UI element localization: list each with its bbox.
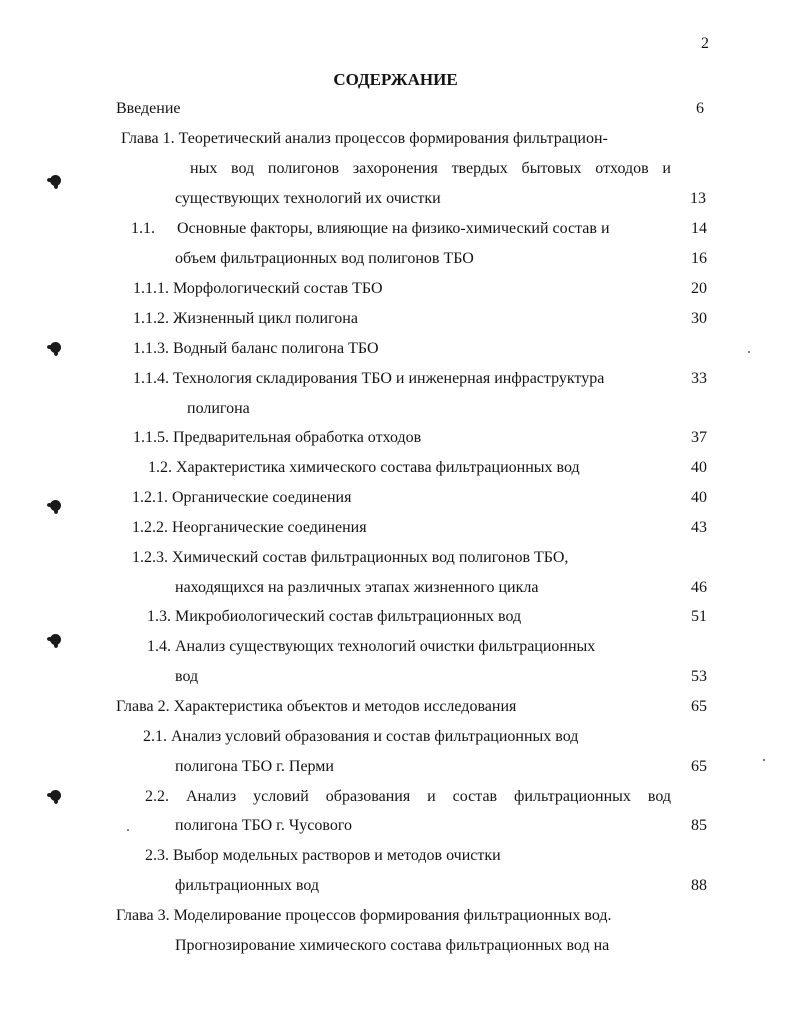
toc-intro-page: 6: [696, 100, 704, 117]
toc-1-2-1-page: 40: [691, 489, 707, 506]
toc-2-1-page: 65: [691, 758, 707, 775]
scan-speck: [127, 829, 129, 831]
toc-1-2-2-page: 43: [691, 519, 707, 536]
toc-1-1-3: 1.1.3. Водный баланс полигона ТБО: [133, 340, 379, 357]
toc-1-1-2-page: 30: [691, 310, 707, 327]
toc-1-1-2: 1.1.2. Жизненный цикл полигона: [133, 310, 358, 327]
toc-1-1-num: 1.1.: [131, 220, 155, 237]
toc-2-2-page: 85: [691, 817, 707, 834]
toc-1-2-3-page: 46: [691, 579, 707, 596]
toc-ch2-page: 65: [691, 698, 707, 715]
binding-hole-mark: [50, 790, 61, 801]
toc-1-1-4-line1: 1.1.4. Технология складирования ТБО и инженерная инфраструктура: [133, 370, 605, 387]
binding-hole-mark: [50, 342, 61, 353]
toc-2-2-line1: 2.2. Анализ условий образования и состав фильтрационных вод: [145, 788, 671, 805]
toc-1-1-page1: 14: [691, 220, 707, 237]
toc-1-2-page: 40: [691, 459, 707, 476]
toc-2-2-line2: полигона ТБО г. Чусового: [175, 817, 352, 834]
binding-hole-mark: [50, 634, 61, 645]
toc-ch1-line1: Глава 1. Теоретический анализ процессов формирования фильтрацион-: [121, 130, 608, 147]
toc-1-1-page2: 16: [691, 250, 707, 267]
toc-ch3-line1: Глава 3. Моделирование процессов формирования фильтрационных вод.: [116, 907, 612, 924]
toc-2-3-line1: 2.3. Выбор модельных растворов и методов очистки: [145, 847, 501, 864]
toc-ch1-line3: существующих технологий их очистки: [175, 190, 441, 207]
toc-1-2-1: 1.2.1. Органические соединения: [132, 489, 352, 506]
toc-1-1-1-page: 20: [691, 280, 707, 297]
toc-1-3-page: 51: [691, 608, 707, 625]
toc-intro: Введение: [116, 100, 181, 117]
toc-1-1-1: 1.1.1. Морфологический состав ТБО: [133, 280, 383, 297]
toc-1-1-5-page: 37: [691, 429, 707, 446]
toc-1-1-line2: объем фильтрационных вод полигонов ТБО: [175, 250, 474, 267]
toc-1-2-2: 1.2.2. Неорганические соединения: [132, 519, 367, 536]
scan-speck: [763, 759, 765, 761]
toc-1-2: 1.2. Характеристика химического состава фильтрационных вод: [148, 459, 580, 476]
toc-1-2-3-line2: находящихся на различных этапах жизненного цикла: [175, 579, 539, 596]
toc-1-2-3-line1: 1.2.3. Химический состав фильтрационных вод полигонов ТБО,: [132, 549, 569, 566]
toc-1-1-line1: Основные факторы, влияющие на физико-химический состав и: [177, 220, 610, 237]
toc-ch1-page: 13: [690, 190, 706, 207]
toc-ch2: Глава 2. Характеристика объектов и методов исследования: [116, 698, 517, 715]
page-title: СОДЕРЖАНИЕ: [333, 70, 458, 89]
toc-1-4-page: 53: [691, 668, 707, 685]
toc-ch3-line2: Прогнозирование химического состава фильтрационных вод на: [175, 937, 610, 954]
scan-speck: [748, 351, 750, 353]
binding-hole-mark: [50, 175, 61, 186]
toc-1-4-line1: 1.4. Анализ существующих технологий очистки фильтрационных: [147, 638, 596, 655]
toc-1-1-5: 1.1.5. Предварительная обработка отходов: [133, 429, 422, 446]
binding-hole-mark: [50, 500, 61, 511]
toc-2-3-page: 88: [691, 877, 707, 894]
toc-2-1-line2: полигона ТБО г. Перми: [175, 758, 334, 775]
toc-2-3-line2: фильтрационных вод: [175, 877, 320, 894]
toc-ch1-line2: ных вод полигонов захоронения твердых бытовых отходов и: [190, 160, 671, 177]
toc-1-1-4-line2: полигона: [187, 400, 250, 417]
toc-1-1-4-page: 33: [691, 370, 707, 387]
toc-2-1-line1: 2.1. Анализ условий образования и состав фильтрационных вод: [143, 728, 579, 745]
page-number: 2: [701, 35, 709, 52]
toc-1-4-line2: вод: [175, 668, 199, 685]
toc-1-3: 1.3. Микробиологический состав фильтрационных вод: [147, 608, 522, 625]
